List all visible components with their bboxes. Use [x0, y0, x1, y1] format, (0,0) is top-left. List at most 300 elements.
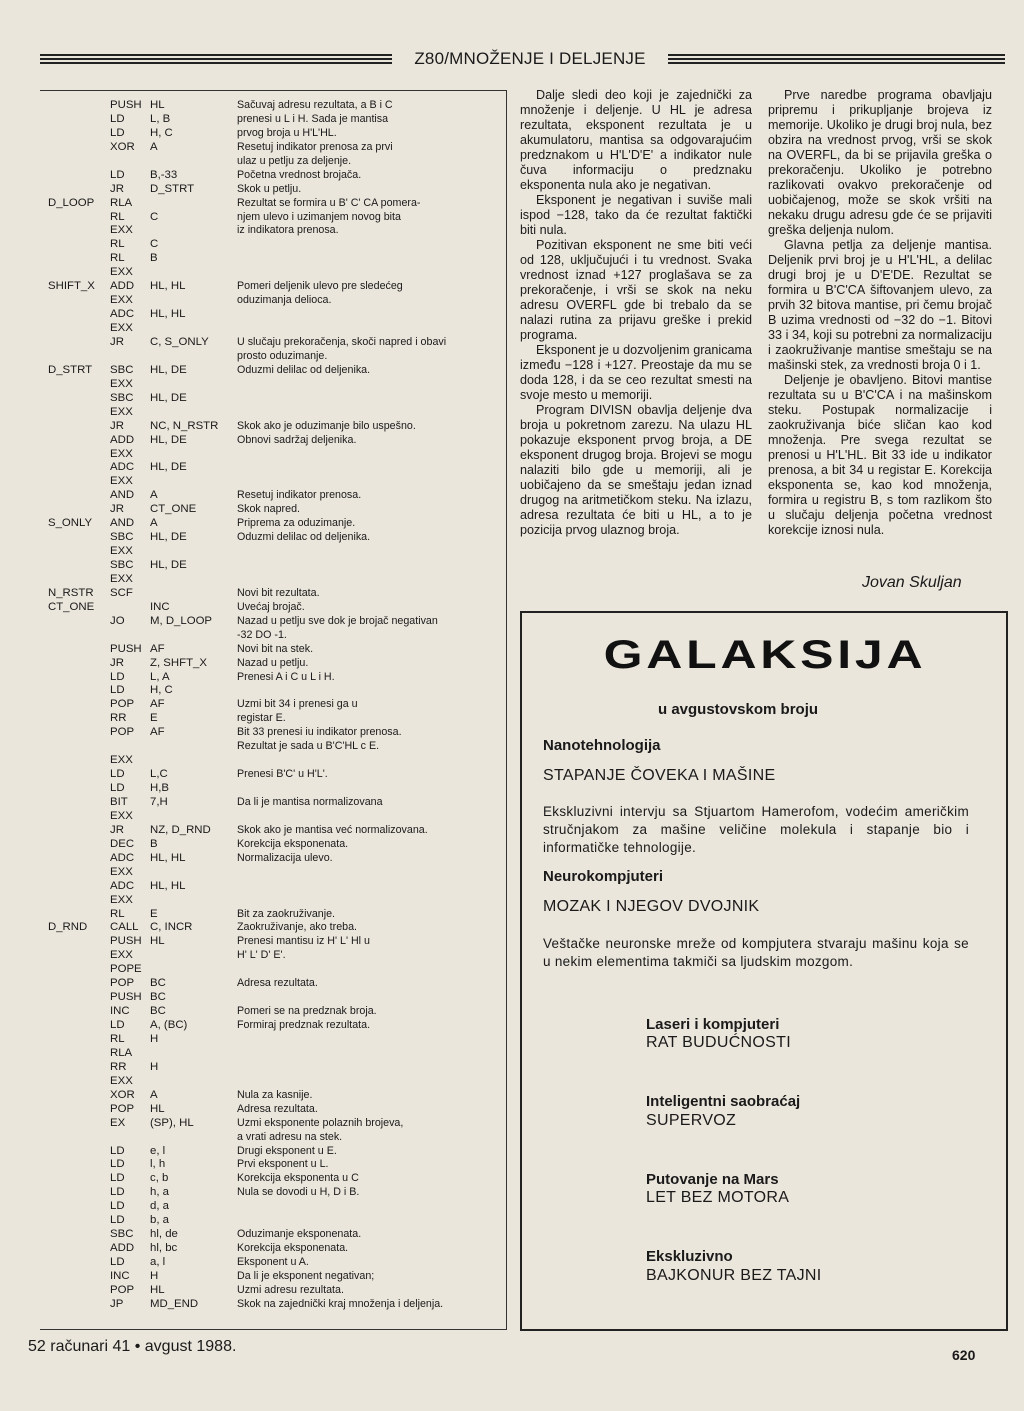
code-operand: E [150, 712, 158, 725]
code-line [40, 1088, 520, 1102]
code-opcode: LD [110, 168, 125, 181]
code-opcode: JP [110, 1297, 124, 1310]
code-operand: B [150, 252, 158, 265]
code-label: S_ONLY [48, 517, 93, 530]
code-operand: h, a [150, 1186, 169, 1199]
code-line [40, 460, 520, 474]
code-operand: B [150, 837, 158, 850]
code-operand: (SP), HL [150, 1116, 194, 1129]
code-operand: HL [150, 1283, 165, 1296]
code-comment: Oduzimanje eksponenata. [237, 1228, 362, 1241]
code-line [40, 837, 520, 851]
code-line [40, 168, 520, 182]
code-opcode: ADC [110, 851, 135, 864]
code-opcode: BIT [110, 796, 128, 808]
code-opcode: LD [110, 1256, 125, 1269]
code-comment: Prenesi B'C' u H'L'. [237, 768, 328, 781]
article-column-middle [520, 88, 752, 538]
code-opcode: JR [110, 182, 124, 195]
code-line [40, 1046, 520, 1060]
code-opcode: EXX [110, 572, 133, 585]
code-opcode: LD [110, 1158, 125, 1171]
code-operand: E [150, 907, 158, 920]
code-opcode: SBC [110, 363, 134, 376]
code-line [40, 447, 520, 461]
code-opcode: EXX [110, 475, 133, 488]
code-opcode: LD [110, 684, 125, 697]
code-comment: Nula se dovodi u H, D i B. [237, 1186, 360, 1199]
code-line [40, 321, 520, 335]
code-line [40, 502, 520, 516]
code-opcode: RR [110, 1060, 127, 1073]
code-opcode: EXX [110, 1074, 133, 1087]
code-comment: Obnovi sadržaj deljenika. [237, 433, 357, 446]
code-line [40, 697, 520, 711]
code-operand: B,-33 [150, 168, 178, 181]
code-comment: Uzmi eksponente polaznih brojeva, [237, 1116, 404, 1129]
code-line [40, 265, 520, 279]
code-line [40, 474, 520, 488]
code-line [40, 670, 520, 684]
code-operand: HL [150, 935, 165, 948]
code-operand: C [150, 238, 159, 251]
code-line [40, 1074, 520, 1088]
code-label: CT_ONE [48, 600, 95, 613]
code-opcode: AND [110, 517, 135, 530]
code-line [40, 516, 520, 530]
page-footer: 52 računari 41 • avgust 1988. [28, 1338, 237, 1355]
code-opcode: POP [110, 1102, 135, 1115]
code-comment: registar E. [237, 712, 286, 725]
code-line [40, 1297, 520, 1311]
code-opcode: DEC [110, 837, 135, 850]
page-number: 620 [952, 1347, 976, 1363]
code-opcode: SBC [110, 559, 134, 572]
code-opcode: EXX [110, 266, 133, 279]
code-operand: HL, DE [150, 531, 187, 544]
code-opcode: LD [110, 1144, 125, 1157]
code-comment: Novi bit na stek. [237, 642, 314, 655]
article-paragraph: Prve naredbe programa obavljaju pripremu i prikupljanje brojeva iz memorije. Ukoliko je drugi broj nula, bez obzira na vrednost prvog, vrši se skok na OVERFL, da bi se prijavila greška o prekoračenju. Ukoliko je potrebno razlikovati ovakvo prekoračenje od uobičajenog, može se skok vršiti na nekaku drugu adresu gde će se prijaviti greška deljenja nulom. [768, 88, 992, 237]
code-operand: C, INCR [150, 921, 193, 934]
code-operand: HL, HL [150, 308, 186, 321]
code-label: D_STRT [48, 363, 93, 376]
code-opcode: EXX [110, 865, 133, 878]
ad-title: BAJKONUR BEZ TAJNI [646, 1267, 822, 1284]
code-operand: BC [150, 1005, 166, 1018]
code-operand: HL [150, 1102, 165, 1115]
code-label: N_RSTR [48, 586, 94, 599]
code-opcode: EXX [110, 377, 133, 390]
code-line [40, 865, 520, 879]
code-opcode: RLA [110, 1046, 133, 1059]
code-line [40, 739, 520, 753]
code-opcode: ADD [110, 433, 135, 446]
code-listing [40, 90, 507, 1330]
code-line [40, 98, 520, 112]
code-operand: H [150, 1032, 159, 1045]
code-line [40, 558, 520, 572]
code-opcode: LD [110, 1200, 125, 1213]
code-line [40, 279, 520, 293]
code-comment: Sačuvaj adresu rezultata, a B i C [237, 99, 393, 111]
code-comment: prenesi u L i H. Sada je mantisa [237, 112, 389, 125]
code-comment: Skok ako je oduzimanje bilo uspešno. [237, 419, 416, 432]
code-operand: M, D_LOOP [150, 614, 213, 627]
code-opcode: SBC [110, 531, 134, 544]
code-comment: a vrati adresu na stek. [237, 1130, 343, 1143]
ad-title: RAT BUDUĆNOSTI [646, 1034, 791, 1051]
code-line [40, 823, 520, 837]
code-line [40, 795, 520, 809]
code-opcode: LD [110, 768, 125, 781]
code-line [40, 251, 520, 265]
code-operand: C, S_ONLY [150, 335, 209, 348]
ad-heading: Ekskluzivno [646, 1248, 733, 1265]
code-line [40, 962, 520, 976]
ad-subtitle: u avgustovskom broju [658, 701, 819, 718]
ad-heading: Laseri i kompjuteri [646, 1016, 780, 1033]
code-opcode: RL [110, 210, 125, 223]
code-line [40, 1060, 520, 1074]
code-line [40, 586, 520, 600]
code-opcode: POPE [110, 963, 142, 976]
code-opcode: EXX [110, 447, 133, 460]
code-operand: 7,H [150, 796, 168, 808]
code-opcode: JO [110, 614, 125, 627]
code-line [40, 893, 520, 907]
code-opcode: POP [110, 698, 135, 711]
code-line [40, 781, 520, 795]
code-operand: HL [150, 99, 165, 111]
code-comment: Pomeri se na predznak broja. [237, 1005, 377, 1018]
code-opcode: RL [110, 1032, 125, 1045]
code-opcode: JR [110, 656, 124, 669]
code-line [40, 1032, 520, 1046]
code-opcode: AND [110, 489, 135, 502]
code-operand: HL, DE [150, 461, 187, 474]
code-comment: Bit 33 prenesi iu indikator prenosa. [237, 726, 402, 739]
code-comment: Oduzmi delilac od deljenika. [237, 363, 371, 376]
code-operand: HL, DE [150, 433, 187, 446]
code-opcode: PUSH [110, 99, 142, 111]
code-line [40, 683, 520, 697]
code-line [40, 377, 520, 391]
code-opcode: LD [110, 1019, 125, 1032]
article-paragraph: Eksponent je negativan i suviše mali ispod −128, tako da će rezultat faktički biti nula. [520, 193, 752, 237]
code-opcode: SCF [110, 586, 133, 599]
code-comment: Resetuj indikator prenosa. [237, 489, 362, 502]
code-opcode: ADC [110, 461, 135, 474]
code-line [40, 851, 520, 865]
code-line [40, 614, 520, 628]
code-comment: Prvi eksponent u L. [237, 1158, 329, 1171]
code-comment: Korekcija eksponenata. [237, 837, 349, 850]
code-line [40, 767, 520, 781]
code-line [40, 1004, 520, 1018]
code-line [40, 433, 520, 447]
code-comment: oduzimanja delioca. [237, 294, 332, 307]
code-operand: L, A [150, 670, 170, 683]
code-operand: HL, DE [150, 559, 187, 572]
article-paragraph: Glavna petlja za deljenje mantisa. Deljenik prvi broj je u H'L'HL, a delilac drugi broj je u D'E'DE. Rezultat se formira u B'C'CA šiftovanjem ulevo, za prvih 32 bitova mantise, pri čemu brojač B uzima vrednosti od −32 do −1. Bitovi 33 i 34, koji su potrebni za normalizaciju i zaokruživanje mantise smeštaju se na mašinski stek, za vrednosti broja 0 i 1. [768, 238, 992, 372]
code-comment: prvog broja u H'L'HL. [237, 126, 337, 139]
code-comment: Nazad u petlju. [237, 656, 309, 669]
code-comment: Da li je eksponent negativan; [237, 1269, 375, 1282]
code-line [40, 1102, 520, 1116]
code-opcode: XOR [110, 1088, 135, 1101]
code-opcode: JR [110, 335, 124, 348]
code-comment: Zaokruživanje, ako treba. [237, 921, 357, 934]
ad-heading: Putovanje na Mars [646, 1171, 779, 1188]
code-comment: Uzmi bit 34 i prenesi ga u [237, 698, 358, 711]
code-opcode: PUSH [110, 991, 142, 1004]
code-operand: Z, SHFT_X [150, 656, 207, 669]
code-opcode: LD [110, 1186, 125, 1199]
code-line [40, 307, 520, 321]
article-paragraph: Dalje sledi deo koji je zajednički za množenje i deljenje. U HL je adresa rezultata, eksponent rezultata je u akumulatoru, mantisa sa odgovarajućim predznakom u H'L'D'E' a indikator nule čuva informaciju o predznaku eksponenta nula ako je negativan. [520, 88, 752, 192]
code-opcode: EXX [110, 322, 133, 335]
code-comment: Novi bit rezultata. [237, 586, 320, 599]
code-comment: Prenesi mantisu iz H' L' Hl u [237, 935, 370, 948]
code-line [40, 182, 520, 196]
code-opcode: EXX [110, 949, 133, 962]
code-line [40, 530, 520, 544]
code-opcode: EXX [110, 893, 133, 906]
code-line [40, 879, 520, 893]
code-comment: Nazad u petlju sve dok je brojač negativan [237, 614, 438, 627]
galaksija-logo: GALAKSIJA [603, 633, 927, 677]
code-opcode: EX [110, 1116, 126, 1129]
ad-title: LET BEZ MOTORA [646, 1189, 790, 1206]
code-line [40, 1255, 520, 1269]
code-line [40, 1130, 520, 1144]
code-opcode: RL [110, 252, 125, 265]
code-opcode: LD [110, 782, 125, 795]
code-line [40, 126, 520, 140]
code-operand: A [150, 140, 158, 153]
code-line [40, 391, 520, 405]
page-header [40, 48, 1005, 74]
code-line [40, 293, 520, 307]
code-comment: Da li je mantisa normalizovana [237, 796, 383, 808]
code-operand: H, C [150, 684, 173, 697]
code-line [40, 140, 520, 154]
code-opcode: JR [110, 419, 124, 432]
code-line [40, 210, 520, 224]
code-label: D_RND [48, 921, 88, 934]
code-comment: Rezultat se formira u B' C' CA pomera- [237, 196, 421, 209]
code-comment: Skok u petlju. [237, 182, 302, 195]
code-comment: H' L' D' E'. [237, 949, 286, 962]
code-line [40, 572, 520, 586]
code-comment: Nula za kasnije. [237, 1088, 313, 1101]
code-label: D_LOOP [48, 196, 95, 209]
code-opcode: LD [110, 670, 125, 683]
code-line [40, 1157, 520, 1171]
code-opcode: EXX [110, 809, 133, 822]
code-opcode: INC [110, 1005, 130, 1018]
code-opcode: ADC [110, 879, 135, 892]
code-operand: BC [150, 977, 166, 990]
code-comment: Uzmi adresu rezultata. [237, 1283, 344, 1296]
code-opcode: PUSH [110, 935, 142, 948]
code-comment: Normalizacija ulevo. [237, 851, 333, 864]
ad-title: STAPANJE ČOVEKA I MAŠINE [543, 767, 776, 784]
code-operand: A [150, 489, 158, 502]
code-comment: Početna vrednost brojača. [237, 168, 362, 181]
code-line [40, 196, 520, 210]
code-line [40, 642, 520, 656]
code-operand: a, l [150, 1256, 166, 1269]
code-line [40, 600, 520, 614]
code-line [40, 1171, 520, 1185]
code-operand: hl, de [150, 1228, 178, 1241]
author-signature: Jovan Skuljan [862, 574, 962, 591]
code-line [40, 335, 520, 349]
code-line [40, 725, 520, 739]
code-line [40, 405, 520, 419]
code-comment: Pomeri deljenik ulevo pre sledećeg [237, 280, 403, 293]
header-rule-right [668, 54, 1005, 66]
code-line [40, 1283, 520, 1297]
code-operand: C [150, 210, 159, 223]
code-opcode: RL [110, 238, 125, 251]
code-comment: ulaz u petlju za deljenje. [237, 154, 352, 167]
code-operand: HL, HL [150, 851, 186, 864]
code-line [40, 1227, 520, 1241]
code-comment: Oduzmi delilac od deljenika. [237, 531, 371, 544]
code-opcode: RR [110, 712, 127, 725]
code-line [40, 976, 520, 990]
header-rule-left [40, 54, 392, 66]
code-opcode: EXX [110, 545, 133, 558]
code-line [40, 1144, 520, 1158]
code-line [40, 349, 520, 363]
code-operand: NC, N_RSTR [150, 419, 219, 432]
code-comment: Rezultat je sada u B'C'HL c E. [237, 740, 380, 753]
article-paragraph: Pozitivan eksponent ne sme biti veći od 128, uključujući i tu vrednost. Svaka vrednost iznad +127 proglašava se za prekoračenje, i vrši se skok na neku adresu OVERFL gde bi trebalo da se nalazi rutina za prijavu greške i prekid programa. [520, 238, 752, 342]
code-line [40, 934, 520, 948]
code-line [40, 948, 520, 962]
code-operand: BC [150, 991, 166, 1004]
code-operand: H [150, 1269, 159, 1282]
code-line [40, 1269, 520, 1283]
code-comment: Skok ako je mantisa već normalizovana. [237, 823, 428, 836]
code-opcode: EXX [110, 294, 133, 307]
code-operand: hl, bc [150, 1242, 178, 1255]
code-comment: Prenesi A i C u L i H. [237, 670, 335, 683]
code-operand: H, C [150, 126, 173, 139]
code-operand: D_STRT [150, 182, 195, 195]
code-opcode: JR [110, 823, 124, 836]
code-line [40, 1241, 520, 1255]
code-line [40, 154, 520, 168]
code-comment: Drugi eksponent u E. [237, 1144, 337, 1157]
code-comment: -32 DO -1. [237, 628, 287, 641]
code-operand: b, a [150, 1214, 169, 1227]
article-paragraph: Eksponent je u dozvoljenim granicama između −128 i +127. Preostaje da mu se doda 128, i da se ceo rezultat smesti na svoje mesto u memoriji. [520, 343, 752, 402]
code-line [40, 237, 520, 251]
code-opcode: LD [110, 126, 125, 139]
code-comment: U slučaju prekoračenja, skoči napred i obavi [237, 335, 447, 348]
code-line [40, 907, 520, 921]
code-line [40, 419, 520, 433]
code-comment: Uvećaj brojač. [237, 600, 305, 613]
code-line [40, 1018, 520, 1032]
code-line [40, 990, 520, 1004]
code-line [40, 544, 520, 558]
code-line [40, 656, 520, 670]
code-opcode: ADC [110, 308, 135, 321]
code-operand: MD_END [150, 1297, 199, 1310]
code-comment: Adresa rezultata. [237, 1102, 318, 1115]
code-operand: CT_ONE [150, 503, 197, 516]
code-comment: Bit za zaokruživanje. [237, 907, 336, 920]
code-line [40, 1185, 520, 1199]
code-opcode: INC [110, 1269, 130, 1282]
code-comment: Korekcija eksponenata. [237, 1242, 349, 1255]
code-opcode: POP [110, 1283, 135, 1296]
code-operand: H,B [150, 782, 169, 795]
code-opcode: RL [110, 907, 125, 920]
code-line [40, 753, 520, 767]
code-operand: AF [150, 698, 165, 711]
code-comment: Eksponent u A. [237, 1256, 309, 1269]
code-operand: c, b [150, 1172, 169, 1185]
code-opcode: SBC [110, 1228, 134, 1241]
code-operand: H [150, 1060, 159, 1073]
code-operand: AF [150, 642, 165, 655]
ad-heading: Inteligentni saobraćaj [646, 1093, 801, 1110]
code-line [40, 488, 520, 502]
code-opcode: JR [110, 503, 124, 516]
code-comment: Skok napred. [237, 503, 300, 516]
code-opcode: XOR [110, 140, 135, 153]
article-column-right [768, 88, 992, 538]
code-operand: e, l [150, 1144, 166, 1157]
code-opcode: POP [110, 977, 135, 990]
code-line [40, 223, 520, 237]
code-line [40, 920, 520, 934]
code-line [40, 1199, 520, 1213]
code-comment: Adresa rezultata. [237, 977, 318, 990]
article-paragraph: Deljenje je obavljeno. Bitovi mantise rezultata su u B'C'CA i na mašinskom steku. Postupak normalizacije i zaokruživanja biće sličan kao kod množenja. Pre svega rezultat se prenosi u H'L'HL. Bit 33 ide u indikator prenosa, a bit 34 u registar E. Korekcija eksponenta se, kao kod množenja, formira u registru B, s tom razlikom što u slučaju deljenja početna vrednost korekcije iznosi nula. [768, 373, 992, 537]
article-paragraph: Program DIVISN obavlja deljenje dva broja u pokretnom zarezu. Na ulazu HL pokazuje eksponent prvog broja, a DE eksponent drugog broja. Brojevi se mogu nalaziti bilo gde u memoriji, ali je uobičajeno da se smeštaju jedan iznad drugog na aritmetičkom steku. Na izlazu, adresa rezultata će biti u HL, a to je pozicija prvog ulaznog broja. [520, 403, 752, 537]
code-line [40, 1116, 520, 1130]
code-opcode: RLA [110, 196, 133, 209]
code-operand: NZ, D_RND [150, 823, 211, 836]
code-operand: AF [150, 726, 165, 739]
code-opcode: LD [110, 112, 125, 125]
ad-description: Ekskluzivni intervju sa Stjuartom Hamerofom, vodećim američkim stručnjakom za mašine veličine molekula i stapanje bio i informatičke tehnologije. [543, 804, 969, 855]
code-operand: INC [150, 600, 170, 613]
code-opcode: CALL [110, 921, 139, 934]
code-opcode: ADD [110, 1242, 135, 1255]
code-label: SHIFT_X [48, 280, 95, 293]
code-operand: l, h [150, 1158, 166, 1171]
code-opcode: POP [110, 726, 135, 739]
code-opcode: PUSH [110, 642, 142, 655]
code-opcode: ADD [110, 280, 135, 293]
code-line [40, 809, 520, 823]
code-operand: L,C [150, 768, 168, 781]
code-opcode: EXX [110, 754, 133, 767]
code-operand: d, a [150, 1200, 169, 1213]
ad-title: MOZAK I NJEGOV DVOJNIK [543, 898, 760, 915]
code-comment: prosto oduzimanje. [237, 349, 328, 362]
code-operand: HL, HL [150, 879, 186, 892]
